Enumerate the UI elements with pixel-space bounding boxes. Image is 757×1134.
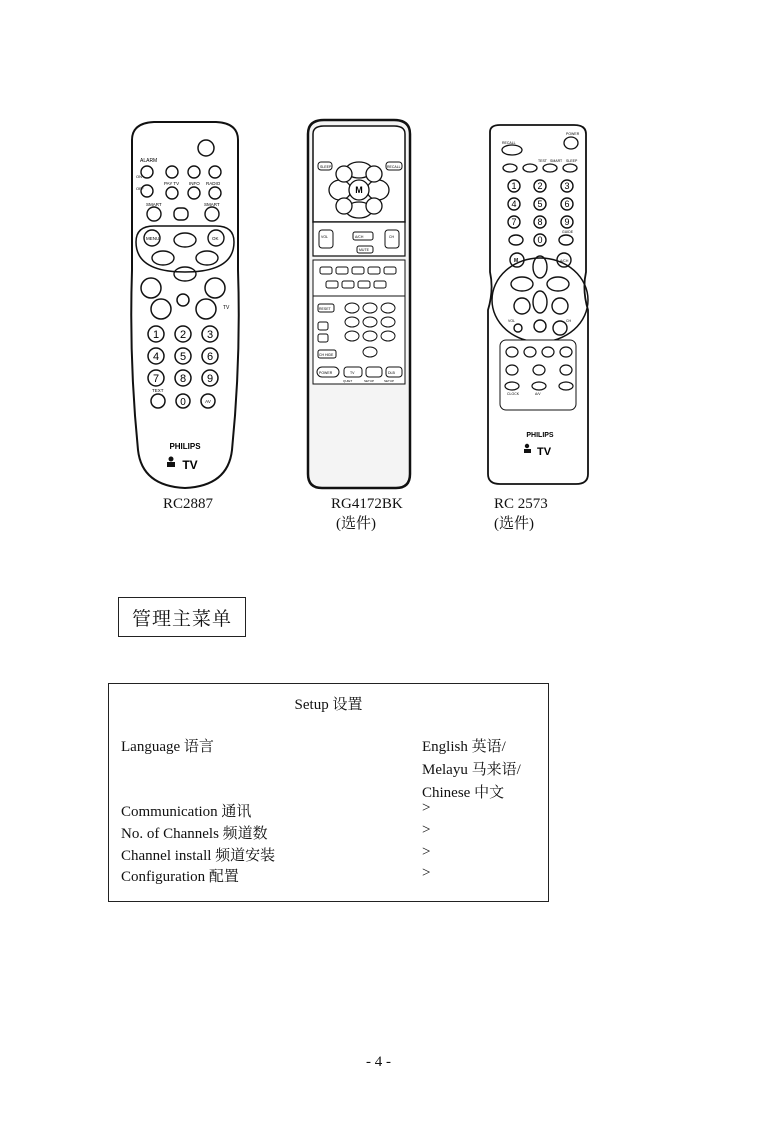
- menu-row-communication-label: Communication 通讯: [121, 804, 252, 820]
- svg-text:M: M: [355, 185, 363, 195]
- remote-optional-note: (选件): [494, 516, 534, 532]
- svg-text:POWER: POWER: [566, 132, 580, 136]
- svg-text:9: 9: [206, 373, 214, 385]
- language-option-chinese: Chinese 中文: [422, 785, 505, 801]
- svg-text:CH: CH: [389, 235, 395, 239]
- remote-optional-note: (选件): [336, 516, 376, 532]
- svg-text:0: 0: [537, 235, 543, 245]
- svg-text:VOL: VOL: [321, 235, 329, 239]
- svg-text:ON: ON: [136, 174, 142, 179]
- svg-text:5: 5: [537, 199, 543, 209]
- remote-model-label: RC2887: [163, 496, 214, 512]
- svg-text:OFF: OFF: [136, 186, 144, 191]
- svg-text:TV: TV: [536, 446, 552, 458]
- svg-text:SMART: SMART: [204, 202, 220, 207]
- section-heading-text: 管理主菜单: [131, 608, 232, 630]
- menu-row-configuration-label: Configuration 配置: [121, 869, 239, 885]
- svg-text:TV: TV: [350, 371, 355, 375]
- svg-text:POWER: POWER: [319, 371, 333, 375]
- svg-text:PAY TV: PAY TV: [164, 181, 180, 186]
- svg-text:3: 3: [564, 181, 570, 191]
- menu-row-channels-label: No. of Channels 频道数: [121, 826, 268, 842]
- menu-row-channel-install-arrow: >: [422, 844, 431, 860]
- svg-text:RECALL: RECALL: [387, 165, 401, 169]
- svg-text:4: 4: [152, 351, 160, 363]
- svg-text:M: M: [514, 258, 519, 264]
- svg-text:RADIO: RADIO: [206, 181, 221, 186]
- menu-row-language-label: Language 语言: [121, 739, 214, 755]
- svg-text:6: 6: [206, 351, 214, 363]
- svg-text:GUIDE: GUIDE: [562, 230, 574, 234]
- svg-text:MENU: MENU: [146, 236, 160, 241]
- remote-rc2573-illustration: [482, 122, 594, 486]
- remote-model-label: RC 2573: [494, 496, 548, 512]
- svg-text:TV: TV: [223, 305, 230, 311]
- svg-text:PHILIPS: PHILIPS: [526, 432, 554, 439]
- setup-menu: [108, 683, 549, 902]
- svg-text:DLB: DLB: [388, 371, 395, 375]
- svg-text:7: 7: [152, 373, 160, 385]
- svg-text:RECALL: RECALL: [502, 141, 516, 145]
- menu-row-language-value: [422, 735, 521, 802]
- svg-text:OK: OK: [212, 236, 219, 241]
- remote-brand: PHILIPS: [169, 442, 201, 451]
- svg-text:QUIET: QUIET: [343, 379, 353, 383]
- section-heading: [118, 597, 246, 637]
- svg-text:TV: TV: [182, 458, 198, 472]
- svg-text:6: 6: [564, 199, 570, 209]
- svg-text:SLEEP: SLEEP: [320, 165, 332, 169]
- menu-row-communication-arrow: >: [422, 800, 431, 816]
- svg-text:4: 4: [511, 199, 517, 209]
- svg-text:8: 8: [537, 217, 543, 227]
- svg-text:7: 7: [511, 217, 517, 227]
- svg-text:A/CH: A/CH: [355, 235, 364, 239]
- svg-text:8: 8: [179, 373, 187, 385]
- svg-text:SETUP: SETUP: [364, 379, 375, 383]
- svg-text:CLOCK: CLOCK: [507, 392, 520, 396]
- language-option-melayu: Melayu 马来语/: [422, 762, 521, 778]
- remote-model-label: RG4172BK: [331, 496, 403, 512]
- svg-text:VOL: VOL: [508, 319, 516, 323]
- svg-text:CH HIDE: CH HIDE: [319, 353, 334, 357]
- svg-text:1: 1: [511, 181, 517, 191]
- svg-text:9: 9: [564, 217, 570, 227]
- svg-text:SLEEP: SLEEP: [566, 159, 578, 163]
- page-number: - 4 -: [366, 1054, 391, 1070]
- svg-text:2: 2: [179, 329, 187, 341]
- svg-text:1: 1: [152, 329, 160, 341]
- menu-row-configuration-arrow: >: [422, 865, 431, 881]
- svg-text:A/V: A/V: [535, 392, 541, 396]
- remote-rg4172bk-illustration: [304, 118, 414, 492]
- svg-text:TEST: TEST: [538, 159, 547, 163]
- svg-text:A/CH: A/CH: [560, 259, 569, 263]
- menu-row-channels-arrow: >: [422, 822, 431, 838]
- svg-text:2: 2: [537, 181, 543, 191]
- svg-text:SMART: SMART: [146, 202, 162, 207]
- svg-text:3: 3: [206, 329, 214, 341]
- svg-text:AV: AV: [205, 399, 211, 404]
- alarm-label: ALARM: [140, 158, 158, 164]
- menu-row-channel-install-label: Channel install 频道安装: [121, 848, 276, 864]
- svg-text:TEXT: TEXT: [152, 388, 164, 393]
- svg-text:RESET: RESET: [319, 307, 331, 311]
- svg-text:CH: CH: [566, 319, 572, 323]
- svg-text:INFO: INFO: [189, 181, 200, 186]
- svg-text:MUTE: MUTE: [359, 248, 369, 252]
- menu-title: Setup 设置: [294, 697, 363, 713]
- svg-text:SMART: SMART: [550, 159, 563, 163]
- svg-text:SETUP: SETUP: [384, 379, 395, 383]
- svg-text:5: 5: [179, 351, 187, 363]
- remote-rc2887-illustration: [124, 120, 246, 492]
- svg-text:0: 0: [180, 397, 186, 408]
- language-option-english: English 英语/: [422, 739, 506, 755]
